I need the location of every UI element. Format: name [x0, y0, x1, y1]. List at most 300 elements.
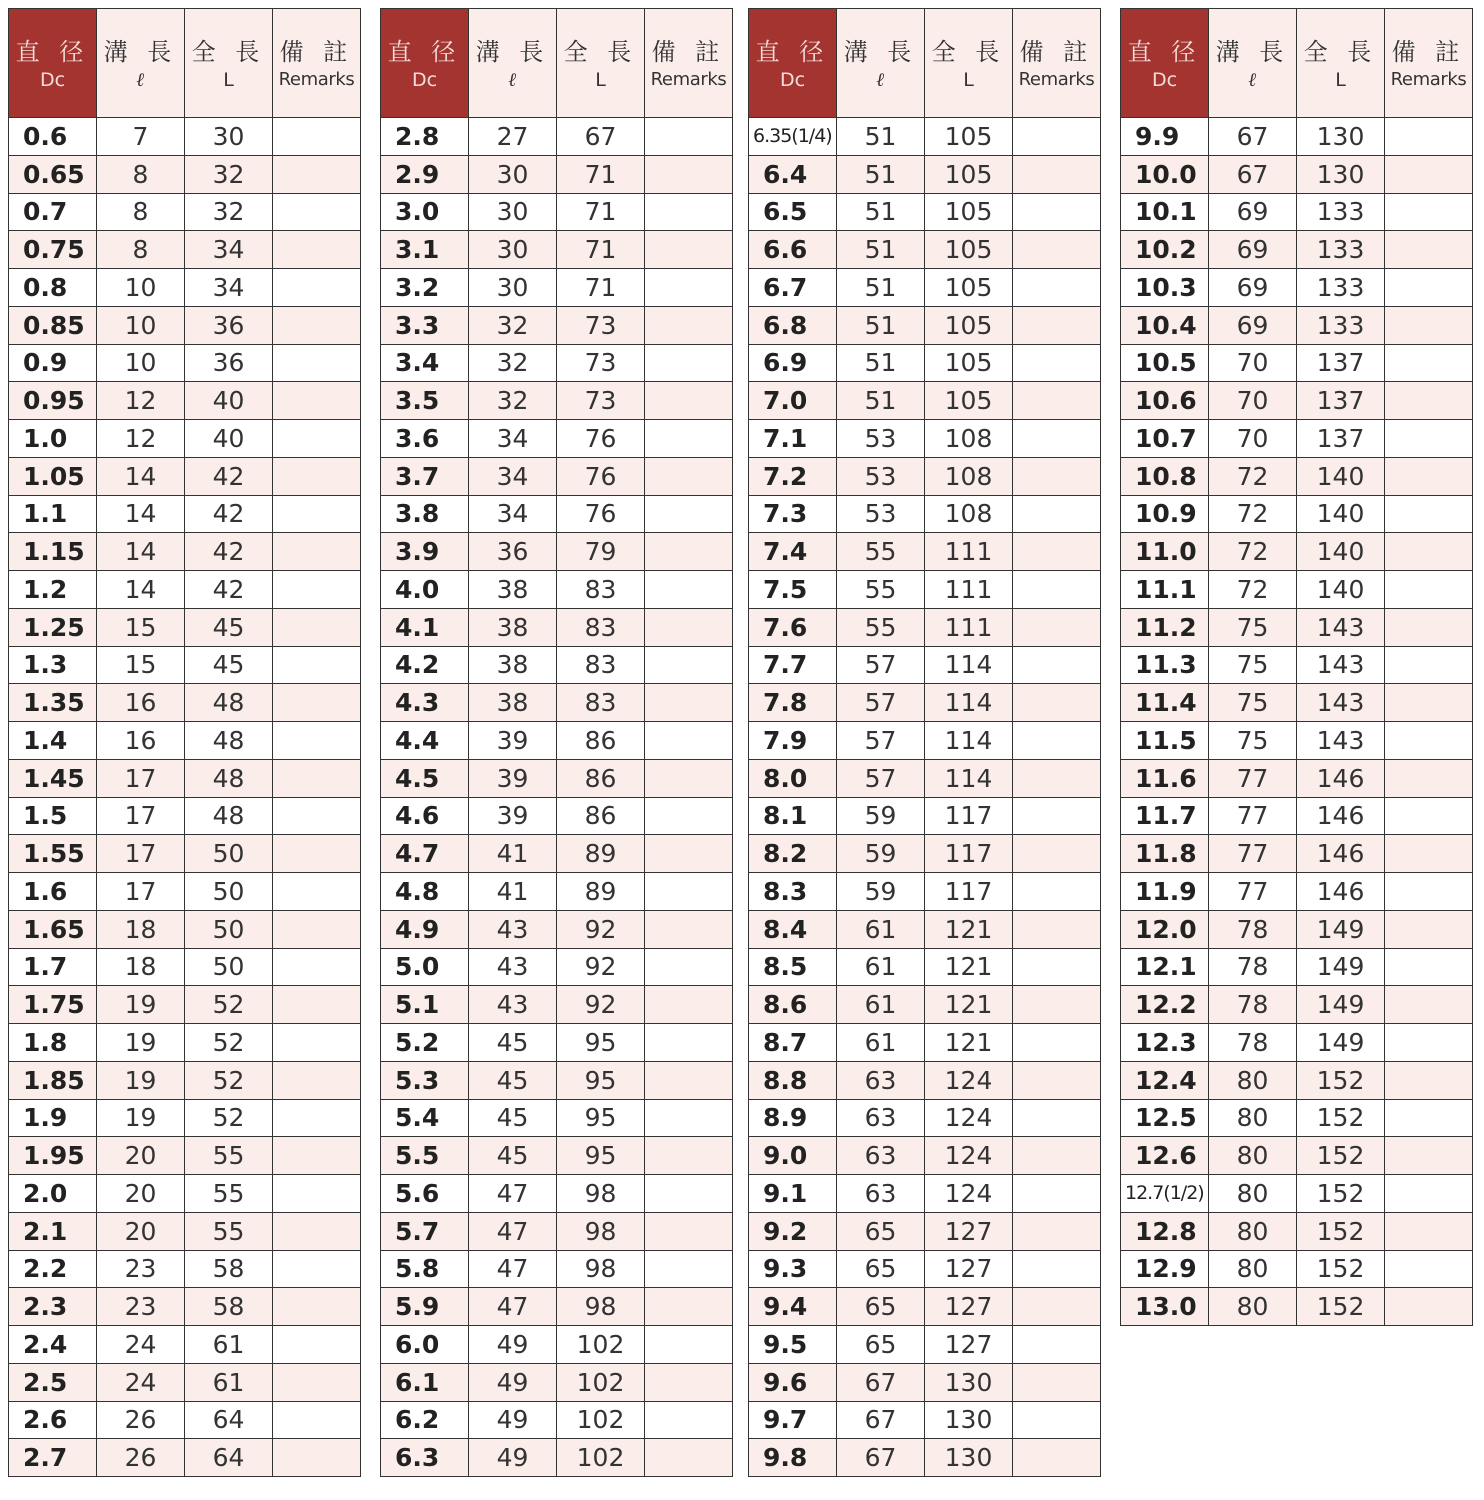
overall-length-cell: 137	[1297, 420, 1385, 458]
overall-length-cell: 50	[185, 873, 273, 911]
table-row	[9, 571, 361, 609]
table-row	[9, 1326, 361, 1364]
table-row	[1121, 193, 1473, 231]
flute-length-cell: 51	[837, 118, 925, 156]
flute-length-cell: 61	[837, 1024, 925, 1062]
diameter-cell: 4.9	[381, 910, 469, 948]
remarks-cell	[645, 1137, 733, 1175]
flute-length-cell: 45	[469, 1099, 557, 1137]
remarks-cell	[645, 457, 733, 495]
remarks-cell	[273, 382, 361, 420]
header-flute-length	[469, 9, 557, 118]
overall-length-cell: 133	[1297, 231, 1385, 269]
overall-length-cell: 143	[1297, 722, 1385, 760]
flute-length-cell: 20	[97, 1175, 185, 1213]
table-row	[9, 759, 361, 797]
table-row	[1121, 1099, 1473, 1137]
table-row	[381, 1175, 733, 1213]
flute-length-cell: 51	[837, 269, 925, 307]
table-row	[749, 155, 1101, 193]
remarks-cell	[1013, 1099, 1101, 1137]
table-row	[9, 608, 361, 646]
flute-length-cell: 51	[837, 193, 925, 231]
flute-length-cell: 47	[469, 1212, 557, 1250]
remarks-cell	[273, 608, 361, 646]
diameter-cell: 6.1	[381, 1363, 469, 1401]
flute-length-cell: 70	[1209, 420, 1297, 458]
remarks-cell	[1385, 1099, 1473, 1137]
remarks-cell	[273, 571, 361, 609]
table-row	[9, 457, 361, 495]
overall-length-cell: 48	[185, 722, 273, 760]
overall-length-cell: 45	[185, 608, 273, 646]
table-row	[9, 533, 361, 571]
diameter-cell: 0.6	[9, 118, 97, 156]
table-row	[9, 1212, 361, 1250]
table-row	[749, 646, 1101, 684]
flute-length-cell: 70	[1209, 344, 1297, 382]
flute-length-cell: 17	[97, 873, 185, 911]
table-row	[381, 1212, 733, 1250]
remarks-cell	[273, 797, 361, 835]
flute-length-cell: 53	[837, 457, 925, 495]
overall-length-cell: 146	[1297, 797, 1385, 835]
remarks-cell	[273, 873, 361, 911]
overall-length-cell: 130	[925, 1401, 1013, 1439]
overall-length-cell: 86	[557, 722, 645, 760]
flute-length-cell: 57	[837, 759, 925, 797]
table-row	[749, 1175, 1101, 1213]
remarks-cell	[1013, 722, 1101, 760]
remarks-cell	[645, 533, 733, 571]
flute-length-cell: 75	[1209, 646, 1297, 684]
flute-length-cell: 78	[1209, 986, 1297, 1024]
overall-length-cell: 149	[1297, 948, 1385, 986]
overall-length-cell: 76	[557, 457, 645, 495]
overall-length-cell: 98	[557, 1212, 645, 1250]
remarks-cell	[273, 420, 361, 458]
diameter-cell: 3.1	[381, 231, 469, 269]
diameter-cell: 1.4	[9, 722, 97, 760]
flute-length-cell: 59	[837, 835, 925, 873]
overall-length-cell: 64	[185, 1439, 273, 1477]
flute-length-cell: 39	[469, 797, 557, 835]
overall-length-cell: 105	[925, 193, 1013, 231]
header-overall-length-en: L	[223, 69, 234, 91]
diameter-cell: 0.65	[9, 155, 97, 193]
diameter-cell: 1.25	[9, 608, 97, 646]
flute-length-cell: 55	[837, 533, 925, 571]
overall-length-cell: 36	[185, 306, 273, 344]
diameter-cell: 2.5	[9, 1363, 97, 1401]
flute-length-cell: 67	[1209, 155, 1297, 193]
flute-length-cell: 41	[469, 873, 557, 911]
flute-length-cell: 10	[97, 269, 185, 307]
header-flute-length-jp: 溝 長	[843, 38, 918, 66]
table-row	[381, 684, 733, 722]
flute-length-cell: 43	[469, 986, 557, 1024]
remarks-cell	[645, 495, 733, 533]
size-table-4	[1120, 8, 1473, 1326]
diameter-cell: 7.9	[749, 722, 837, 760]
header-overall-length	[925, 9, 1013, 118]
remarks-cell	[1013, 118, 1101, 156]
diameter-cell: 12.0	[1121, 910, 1209, 948]
overall-length-cell: 48	[185, 797, 273, 835]
overall-length-cell: 71	[557, 269, 645, 307]
header-flute-length	[1209, 9, 1297, 118]
diameter-cell: 11.4	[1121, 684, 1209, 722]
flute-length-cell: 17	[97, 797, 185, 835]
table-row	[1121, 608, 1473, 646]
diameter-cell: 2.9	[381, 155, 469, 193]
diameter-cell: 6.3	[381, 1439, 469, 1477]
flute-length-cell: 16	[97, 684, 185, 722]
remarks-cell	[645, 948, 733, 986]
diameter-cell: 5.8	[381, 1250, 469, 1288]
table-row	[381, 420, 733, 458]
overall-length-cell: 105	[925, 344, 1013, 382]
diameter-cell: 2.7	[9, 1439, 97, 1477]
header-overall-length-en: L	[1335, 69, 1346, 91]
overall-length-cell: 137	[1297, 344, 1385, 382]
remarks-cell	[645, 231, 733, 269]
flute-length-cell: 17	[97, 835, 185, 873]
flute-length-cell: 16	[97, 722, 185, 760]
table-row	[1121, 420, 1473, 458]
flute-length-cell: 67	[837, 1401, 925, 1439]
overall-length-cell: 146	[1297, 759, 1385, 797]
flute-length-cell: 78	[1209, 1024, 1297, 1062]
table-row	[749, 382, 1101, 420]
diameter-cell: 12.9	[1121, 1250, 1209, 1288]
diameter-cell: 11.0	[1121, 533, 1209, 571]
diameter-cell: 0.85	[9, 306, 97, 344]
overall-length-cell: 143	[1297, 684, 1385, 722]
diameter-cell: 6.8	[749, 306, 837, 344]
flute-length-cell: 63	[837, 1137, 925, 1175]
diameter-cell: 5.0	[381, 948, 469, 986]
overall-length-cell: 140	[1297, 457, 1385, 495]
table-row	[1121, 571, 1473, 609]
overall-length-cell: 86	[557, 759, 645, 797]
overall-length-cell: 114	[925, 684, 1013, 722]
remarks-cell	[1013, 835, 1101, 873]
overall-length-cell: 50	[185, 948, 273, 986]
overall-length-cell: 127	[925, 1326, 1013, 1364]
diameter-cell: 3.2	[381, 269, 469, 307]
overall-length-cell: 92	[557, 948, 645, 986]
diameter-cell: 2.0	[9, 1175, 97, 1213]
table-row	[381, 797, 733, 835]
remarks-cell	[1013, 231, 1101, 269]
overall-length-cell: 76	[557, 420, 645, 458]
remarks-cell	[645, 1061, 733, 1099]
diameter-cell: 1.75	[9, 986, 97, 1024]
flute-length-cell: 12	[97, 420, 185, 458]
overall-length-cell: 102	[557, 1439, 645, 1477]
diameter-cell: 5.4	[381, 1099, 469, 1137]
table-row	[9, 1099, 361, 1137]
table-row	[381, 269, 733, 307]
remarks-cell	[645, 1250, 733, 1288]
table-row	[381, 382, 733, 420]
remarks-cell	[273, 684, 361, 722]
ell-symbol: ℓ	[1248, 69, 1257, 91]
diameter-cell: 5.3	[381, 1061, 469, 1099]
remarks-cell	[273, 1024, 361, 1062]
overall-length-cell: 92	[557, 986, 645, 1024]
table-row	[381, 948, 733, 986]
table-row	[749, 1288, 1101, 1326]
table-row	[9, 344, 361, 382]
flute-length-cell: 34	[469, 420, 557, 458]
overall-length-cell: 114	[925, 759, 1013, 797]
diameter-cell: 12.2	[1121, 986, 1209, 1024]
diameter-cell: 8.0	[749, 759, 837, 797]
table-row	[1121, 1212, 1473, 1250]
flute-length-cell: 39	[469, 759, 557, 797]
overall-length-cell: 114	[925, 722, 1013, 760]
remarks-cell	[1385, 571, 1473, 609]
overall-length-cell: 73	[557, 344, 645, 382]
diameter-cell: 9.8	[749, 1439, 837, 1477]
table-row	[1121, 1024, 1473, 1062]
table-row	[9, 495, 361, 533]
remarks-cell	[1013, 1288, 1101, 1326]
overall-length-cell: 149	[1297, 910, 1385, 948]
flute-length-cell: 51	[837, 344, 925, 382]
table-row	[381, 344, 733, 382]
remarks-cell	[645, 193, 733, 231]
diameter-cell: 9.9	[1121, 118, 1209, 156]
diameter-cell: 6.7	[749, 269, 837, 307]
header-flute-length-jp: 溝 長	[1215, 38, 1290, 66]
overall-length-cell: 105	[925, 118, 1013, 156]
flute-length-cell: 55	[837, 608, 925, 646]
flute-length-cell: 49	[469, 1363, 557, 1401]
header-flute-length-en	[97, 67, 184, 93]
diameter-cell: 11.8	[1121, 835, 1209, 873]
flute-length-cell: 77	[1209, 873, 1297, 911]
remarks-cell	[273, 1250, 361, 1288]
flute-length-cell: 80	[1209, 1137, 1297, 1175]
flute-length-cell: 70	[1209, 382, 1297, 420]
remarks-cell	[645, 382, 733, 420]
overall-length-cell: 58	[185, 1250, 273, 1288]
diameter-cell: 0.9	[9, 344, 97, 382]
diameter-cell: 6.5	[749, 193, 837, 231]
diameter-cell: 12.5	[1121, 1099, 1209, 1137]
table-row	[749, 1401, 1101, 1439]
flute-length-cell: 34	[469, 495, 557, 533]
header-remarks-jp: 備 註	[1019, 38, 1094, 66]
flute-length-cell: 12	[97, 382, 185, 420]
diameter-cell: 1.2	[9, 571, 97, 609]
overall-length-cell: 133	[1297, 306, 1385, 344]
header-overall-length-jp: 全 長	[563, 38, 638, 66]
diameter-cell: 1.5	[9, 797, 97, 835]
remarks-cell	[1385, 533, 1473, 571]
overall-length-cell: 114	[925, 646, 1013, 684]
diameter-cell: 8.9	[749, 1099, 837, 1137]
flute-length-cell: 51	[837, 382, 925, 420]
header-overall-length-en: L	[595, 69, 606, 91]
flute-length-cell: 8	[97, 193, 185, 231]
diameter-cell: 6.6	[749, 231, 837, 269]
flute-length-cell: 32	[469, 306, 557, 344]
table-row	[9, 646, 361, 684]
remarks-cell	[1013, 910, 1101, 948]
header-remarks	[273, 9, 361, 118]
overall-length-cell: 67	[557, 118, 645, 156]
remarks-cell	[1385, 193, 1473, 231]
diameter-cell: 8.3	[749, 873, 837, 911]
flute-length-cell: 80	[1209, 1250, 1297, 1288]
table-row	[749, 684, 1101, 722]
table-row	[381, 759, 733, 797]
table-row	[1121, 910, 1473, 948]
flute-length-cell: 34	[469, 457, 557, 495]
remarks-cell	[645, 344, 733, 382]
remarks-cell	[1013, 382, 1101, 420]
diameter-cell: 10.5	[1121, 344, 1209, 382]
diameter-cell: 4.6	[381, 797, 469, 835]
remarks-cell	[1013, 684, 1101, 722]
diameter-cell: 11.7	[1121, 797, 1209, 835]
overall-length-cell: 50	[185, 835, 273, 873]
overall-length-cell: 130	[925, 1363, 1013, 1401]
remarks-cell	[1013, 457, 1101, 495]
flute-length-cell: 72	[1209, 533, 1297, 571]
flute-length-cell: 38	[469, 646, 557, 684]
table-row	[1121, 646, 1473, 684]
diameter-cell: 4.0	[381, 571, 469, 609]
flute-length-cell: 45	[469, 1061, 557, 1099]
overall-length-cell: 48	[185, 684, 273, 722]
header-diameter-jp: 直 径	[1127, 38, 1202, 66]
remarks-cell	[645, 571, 733, 609]
remarks-cell	[1013, 797, 1101, 835]
flute-length-cell: 67	[1209, 118, 1297, 156]
table-row	[381, 1250, 733, 1288]
diameter-cell: 2.2	[9, 1250, 97, 1288]
flute-length-cell: 30	[469, 231, 557, 269]
flute-length-cell: 80	[1209, 1288, 1297, 1326]
table-row	[9, 193, 361, 231]
overall-length-cell: 61	[185, 1326, 273, 1364]
remarks-cell	[1013, 344, 1101, 382]
header-diameter-jp: 直 径	[15, 38, 90, 66]
remarks-cell	[645, 1439, 733, 1477]
table-row	[9, 986, 361, 1024]
overall-length-cell: 130	[925, 1439, 1013, 1477]
flute-length-cell: 10	[97, 344, 185, 382]
remarks-cell	[1385, 1212, 1473, 1250]
remarks-cell	[273, 457, 361, 495]
overall-length-cell: 40	[185, 382, 273, 420]
remarks-cell	[1013, 873, 1101, 911]
flute-length-cell: 69	[1209, 306, 1297, 344]
remarks-cell	[1013, 1212, 1101, 1250]
remarks-cell	[1385, 948, 1473, 986]
flute-length-cell: 43	[469, 948, 557, 986]
flute-length-cell: 53	[837, 420, 925, 458]
overall-length-cell: 143	[1297, 646, 1385, 684]
flute-length-cell: 80	[1209, 1061, 1297, 1099]
table-row	[9, 1175, 361, 1213]
flute-length-cell: 19	[97, 1099, 185, 1137]
table-row	[1121, 722, 1473, 760]
remarks-cell	[1385, 344, 1473, 382]
remarks-cell	[1385, 873, 1473, 911]
diameter-cell: 10.4	[1121, 306, 1209, 344]
flute-length-cell: 38	[469, 571, 557, 609]
header-overall-length-jp: 全 長	[191, 38, 266, 66]
table-row	[749, 873, 1101, 911]
overall-length-cell: 42	[185, 457, 273, 495]
table-row	[381, 1024, 733, 1062]
diameter-cell: 9.2	[749, 1212, 837, 1250]
overall-length-cell: 133	[1297, 193, 1385, 231]
remarks-cell	[1385, 1250, 1473, 1288]
diameter-cell: 8.8	[749, 1061, 837, 1099]
table-row	[9, 873, 361, 911]
remarks-cell	[645, 306, 733, 344]
table-row	[1121, 873, 1473, 911]
flute-length-cell: 61	[837, 948, 925, 986]
diameter-cell: 11.6	[1121, 759, 1209, 797]
table-row	[749, 759, 1101, 797]
diameter-cell: 1.8	[9, 1024, 97, 1062]
overall-length-cell: 105	[925, 269, 1013, 307]
remarks-cell	[1013, 1175, 1101, 1213]
flute-length-cell: 59	[837, 797, 925, 835]
flute-length-cell: 41	[469, 835, 557, 873]
diameter-cell: 11.2	[1121, 608, 1209, 646]
header-overall-length	[185, 9, 273, 118]
flute-length-cell: 49	[469, 1326, 557, 1364]
overall-length-cell: 76	[557, 495, 645, 533]
overall-length-cell: 105	[925, 306, 1013, 344]
table-row	[1121, 1061, 1473, 1099]
overall-length-cell: 130	[1297, 118, 1385, 156]
flute-length-cell: 77	[1209, 797, 1297, 835]
flute-length-cell: 67	[837, 1439, 925, 1477]
overall-length-cell: 79	[557, 533, 645, 571]
remarks-cell	[273, 1099, 361, 1137]
remarks-cell	[1385, 608, 1473, 646]
flute-length-cell: 55	[837, 571, 925, 609]
header-remarks-jp: 備 註	[651, 38, 726, 66]
remarks-cell	[273, 1326, 361, 1364]
diameter-cell: 7.1	[749, 420, 837, 458]
flute-length-cell: 80	[1209, 1099, 1297, 1137]
header-flute-length-jp: 溝 長	[475, 38, 550, 66]
header-remarks-en: Remarks	[278, 69, 355, 90]
remarks-cell	[1385, 1288, 1473, 1326]
diameter-cell: 3.4	[381, 344, 469, 382]
diameter-cell: 2.8	[381, 118, 469, 156]
remarks-cell	[1013, 155, 1101, 193]
table-row	[1121, 1250, 1473, 1288]
diameter-cell: 11.9	[1121, 873, 1209, 911]
remarks-cell	[273, 986, 361, 1024]
diameter-cell: 3.5	[381, 382, 469, 420]
table-row	[1121, 155, 1473, 193]
table-row	[1121, 457, 1473, 495]
overall-length-cell: 73	[557, 306, 645, 344]
